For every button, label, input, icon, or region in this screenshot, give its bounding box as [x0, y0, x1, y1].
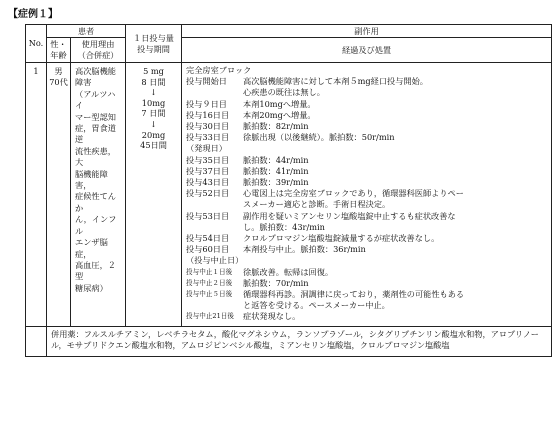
event-text: 症状発現なし。	[243, 311, 301, 322]
event-day: 投与中止21日後	[186, 312, 234, 321]
event-row	[186, 132, 548, 143]
header-patient: 患者	[47, 25, 126, 38]
header-adverse: 副作用	[182, 25, 552, 38]
event-list	[186, 76, 548, 322]
event-row	[186, 188, 548, 199]
header-dose	[126, 25, 182, 63]
event-day: 投与33日目	[186, 132, 230, 143]
event-day: 投与54日目	[186, 233, 230, 244]
event-day: 投与中止２日後	[186, 278, 233, 287]
reason-line: ん，インフル	[75, 214, 117, 236]
reason-line: 症，胃食道逆	[75, 123, 116, 145]
dose-line: ↓	[150, 118, 157, 129]
header-period-line: 投与期間	[137, 43, 170, 54]
event-row	[186, 278, 548, 289]
header-reason-line: 使用理由	[81, 39, 115, 49]
event-text: 脈拍数：39r/min	[243, 177, 309, 188]
event-day: 投与中止１日後	[186, 267, 233, 276]
reason-line: 障害	[75, 77, 92, 88]
event-day	[186, 300, 243, 311]
patient-sex-age	[47, 63, 71, 327]
dose-line: 5 mg	[143, 66, 164, 76]
event-day: （投与中止日）	[186, 255, 244, 266]
dose-list	[126, 66, 181, 151]
concomitant-row	[26, 326, 552, 356]
event-row	[186, 289, 548, 300]
reason-line: 脳機能障害，	[75, 168, 108, 191]
event-row	[186, 211, 548, 222]
case-table	[25, 24, 552, 357]
event-row	[186, 155, 548, 166]
reason-list	[75, 66, 123, 294]
event-row	[186, 121, 548, 132]
event-day: 投与37日目	[186, 165, 230, 176]
header-complication-line: （合併症）	[77, 50, 119, 60]
event-text: 心疾患の既往は無し。	[243, 87, 325, 98]
event-text: クロルプロマジン塩酸塩錠減量するが症状改善なし。	[243, 233, 440, 244]
event-day: 投与53日目	[186, 210, 230, 221]
reason-line: 流性疾患，大	[75, 145, 116, 168]
header-row-2	[26, 38, 552, 63]
header-row-1	[26, 25, 552, 38]
case-number: 1	[26, 63, 47, 327]
event-day: 投与16日目	[186, 109, 230, 120]
reason-line: （アルツハイ	[75, 88, 116, 111]
event-text: と返答を受ける。ペースメーカー中止。	[243, 300, 390, 311]
event-row	[186, 300, 548, 311]
adverse-event-title: 完全房室ブロック	[186, 65, 252, 75]
dose-line: 20mg	[141, 129, 166, 140]
event-text: 心電図上は完全房室ブロックであり，循環器科医師よりペー	[243, 188, 464, 199]
event-text	[243, 143, 548, 154]
event-row	[186, 166, 548, 177]
header-reason	[71, 38, 126, 63]
reason-line: エンザ脳症，	[75, 237, 108, 259]
patient-age: 70代	[49, 77, 68, 87]
header-dose-line: １日投与量	[133, 32, 174, 43]
event-text: 脈拍数：41r/min	[243, 165, 309, 176]
event-day: 投与35日目	[186, 154, 230, 165]
event-row	[186, 87, 548, 98]
dose-line: 7 日間	[141, 108, 166, 119]
event-text: 脈拍数：82r/min	[243, 121, 309, 132]
event-text: スメーカー適応と診断。手術日程決定。	[243, 199, 391, 210]
event-row	[186, 233, 548, 244]
event-day	[186, 222, 243, 233]
concomitant-drugs: 併用薬：フルスルチアミン，レベチラセタム，酸化マグネシウム，ランソプラゾール，シタグリプチンリン酸塩水和物，アロプリノール，モサプリドクエン酸塩水和物，アムロジピンベシル酸塩，ミアンセリン塩酸塩，クロルプロマジン塩酸塩	[47, 326, 552, 356]
event-row	[186, 222, 548, 233]
event-row	[186, 199, 548, 210]
header-course: 経過及び処置	[182, 38, 552, 63]
event-text: 本剤20mgへ増量。	[243, 109, 316, 120]
header-sex-line: 性・	[50, 39, 67, 49]
dose-cell	[126, 63, 182, 327]
event-row	[186, 76, 548, 87]
event-day	[186, 87, 243, 98]
event-text: 脈拍数：44r/min	[243, 154, 309, 165]
dose-line: 10mg	[141, 97, 166, 108]
reason-line: 糖尿病）	[75, 282, 108, 293]
reason-cell	[71, 63, 126, 327]
event-day: 投与43日目	[186, 177, 230, 188]
concomitant-spacer	[26, 326, 47, 356]
dose-line: ↓	[150, 87, 157, 98]
dose-line: 45日間	[140, 140, 167, 151]
reason-line: マー型認知	[75, 111, 116, 122]
event-text: 高次脳機能障害に対して本剤５mg経口投与開始。	[243, 76, 428, 87]
event-text	[243, 255, 548, 266]
event-day: 投与52日目	[186, 188, 230, 199]
event-day: 投与開始日	[186, 76, 227, 87]
event-row	[186, 177, 548, 188]
event-text: 脈拍数：70r/min	[243, 277, 309, 288]
event-row	[186, 311, 548, 322]
reason-line: 高次脳機能	[75, 66, 116, 76]
reason-line: 症候性てんか	[75, 191, 116, 213]
event-row	[186, 267, 548, 278]
event-day: 投与60日目	[186, 244, 230, 255]
event-day	[186, 199, 243, 210]
patient-sex: 男	[54, 66, 63, 76]
course-cell	[182, 63, 552, 327]
event-day: 投与中止５日後	[186, 290, 233, 299]
reason-line: 高血圧，２型	[75, 259, 116, 282]
case-title: 【症例１】	[8, 9, 58, 20]
event-row	[186, 110, 548, 121]
dose-line: 8 日間	[141, 76, 166, 87]
event-text: し。脈拍数：43r/min	[243, 221, 325, 232]
event-row	[186, 244, 548, 255]
event-text: 循環器科再診。洞調律に戻っており，薬剤性の可能性もある	[243, 289, 465, 300]
header-sex-age	[47, 38, 71, 63]
header-age-line: 年齢	[50, 50, 67, 60]
case-row	[26, 63, 552, 327]
event-day: 投与９日目	[186, 98, 227, 109]
event-day: （発現日）	[186, 143, 227, 154]
event-text: 徐脈改善。転帰は回復。	[243, 266, 334, 277]
header-no: No.	[26, 25, 47, 63]
event-text: 徐脈出現（以後継続）。脈拍数：50r/min	[243, 132, 395, 143]
event-row	[186, 255, 548, 266]
event-row	[186, 99, 548, 110]
event-row	[186, 143, 548, 154]
event-text: 本剤投与中止。脈拍数：36r/min	[243, 244, 366, 255]
event-day: 投与30日目	[186, 121, 230, 132]
event-text: 副作用を疑いミアンセリン塩酸塩錠中止するも症状改善な	[243, 210, 456, 221]
event-text: 本剤10mgへ増量。	[243, 98, 316, 109]
